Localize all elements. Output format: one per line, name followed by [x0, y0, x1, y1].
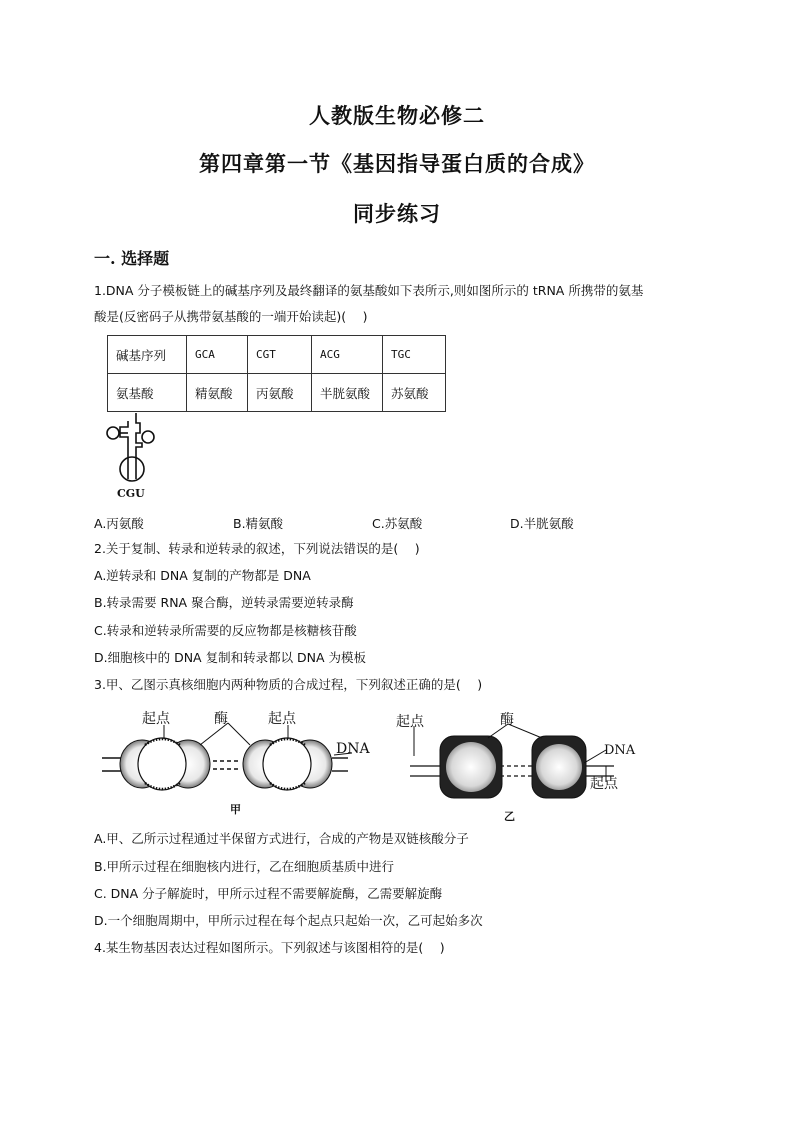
table-cell: 半胱氨酸 — [312, 374, 383, 412]
table-cell: 精氨酸 — [187, 374, 248, 412]
replication-diagram-jia — [100, 703, 380, 823]
q3-option-c: C. DNA 分子解旋时，甲所示过程不需要解旋酶，乙需要解旋酶 — [94, 886, 443, 901]
table-cell: TGC — [383, 336, 446, 374]
q4-stem: 4.某生物基因表达过程如图所示。下列叙述与该图相符的是( ) — [94, 940, 445, 955]
q1-option-b: B.精氨酸 — [233, 516, 284, 531]
yi-origin-label-1: 起点 — [396, 714, 424, 730]
q2-option-d: D.细胞核中的 DNA 复制和转录都以 DNA 为模板 — [94, 650, 367, 665]
trna-diagram — [100, 413, 170, 501]
trna-anticodon-label: CGU — [117, 487, 145, 500]
table-cell: CGT — [248, 336, 312, 374]
yi-enzyme-label: 酶 — [500, 712, 514, 728]
yi-origin-label-2: 起点 — [590, 776, 618, 792]
doc-title-line1: 人教版生物必修二 — [309, 103, 485, 128]
table-cell: 丙氨酸 — [248, 374, 312, 412]
doc-title-line2: 第四章第一节《基因指导蛋白质的合成》 — [199, 151, 595, 176]
q2-stem: 2.关于复制、转录和逆转录的叙述，下列说法错误的是( ) — [94, 541, 420, 556]
jia-origin-label-2: 起点 — [268, 711, 296, 727]
q3-option-d: D.一个细胞周期中，甲所示过程在每个起点只起始一次，乙可起始多次 — [94, 913, 483, 928]
section-heading: 一. 选择题 — [94, 249, 170, 268]
jia-enzyme-label: 酶 — [214, 711, 228, 727]
q2-option-b: B.转录需要 RNA 聚合酶，逆转录需要逆转录酶 — [94, 595, 354, 610]
q3-stem: 3.甲、乙图示真核细胞内两种物质的合成过程，下列叙述正确的是( ) — [94, 677, 483, 692]
q3-option-b: B.甲所示过程在细胞核内进行，乙在细胞质基质中进行 — [94, 859, 395, 874]
jia-dna-label: DNA — [336, 741, 370, 757]
codon-table — [107, 335, 446, 412]
q1-option-a: A.丙氨酸 — [94, 516, 144, 531]
table-cell: 苏氨酸 — [383, 374, 446, 412]
table-cell: ACG — [312, 336, 383, 374]
q1-option-c: C.苏氨酸 — [372, 516, 423, 531]
q1-stem-line2: 酸是(反密码子从携带氨基酸的一端开始读起)( ) — [94, 309, 368, 324]
table-cell: GCA — [187, 336, 248, 374]
table-cell: 氨基酸 — [108, 374, 187, 412]
table-cell: 碱基序列 — [108, 336, 187, 374]
q1-stem-line1: 1.DNA 分子模板链上的碱基序列及最终翻译的氨基酸如下表所示,则如图所示的 tRNA 所携带的氨基 — [94, 283, 644, 298]
q1-option-d: D.半胱氨酸 — [510, 516, 574, 531]
yi-dna-label: DNA — [604, 743, 636, 758]
q3-option-a: A.甲、乙所示过程通过半保留方式进行，合成的产物是双链核酸分子 — [94, 831, 469, 846]
q2-option-c: C.转录和逆转录所需要的反应物都是核糖核苷酸 — [94, 623, 357, 638]
jia-origin-label-1: 起点 — [142, 711, 170, 727]
table-row — [108, 336, 446, 374]
table-row — [108, 374, 446, 412]
transcription-diagram-yi — [392, 708, 652, 824]
yi-caption: 乙 — [504, 810, 515, 823]
jia-caption: 甲 — [230, 803, 241, 816]
doc-title-line3: 同步练习 — [353, 201, 441, 226]
q2-option-a: A.逆转录和 DNA 复制的产物都是 DNA — [94, 568, 311, 583]
